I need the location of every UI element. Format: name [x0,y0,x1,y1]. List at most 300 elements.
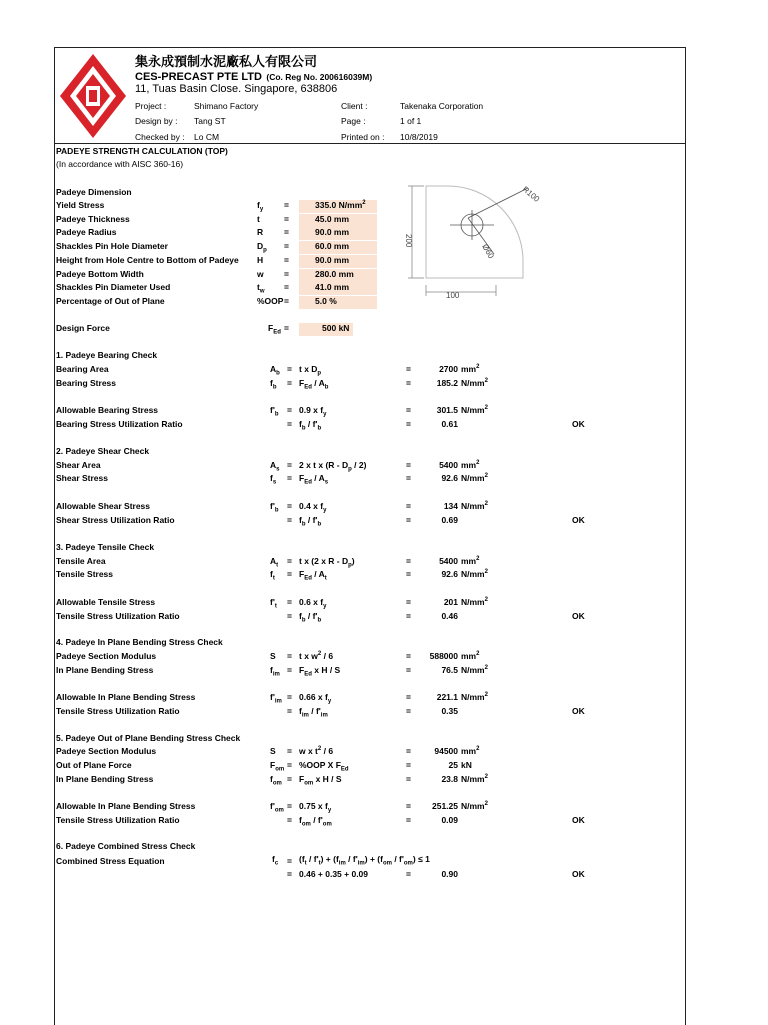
company-name-en: CES-PRECAST PTE LTD [135,71,262,83]
formula-sub: y [323,411,327,418]
formula-part: f [299,815,302,825]
project-value: Shimano Factory [194,101,259,111]
dimension-label: Shackles Pin Hole Diameter [56,241,168,252]
header-divider [54,143,685,144]
check-label: Allowable In Plane Bending Stress [56,692,196,702]
formula-sub: b [317,521,322,528]
check-symbol-sym: A [270,556,277,566]
check-symbol [270,460,279,473]
check-symbol-sym: S [270,746,276,756]
calculation-sheet [54,47,686,1025]
equals-sign: = [406,746,411,756]
dimension-number: 280.0 [315,268,337,279]
check-label: Shear Stress [56,473,108,483]
check-unit [461,405,488,415]
dimension-symbol-sub: w [259,288,265,295]
check-symbol-sub: om [274,807,284,814]
unit-text: N/mm [461,692,485,702]
equals-sign: = [406,405,411,415]
check-formula [299,364,321,377]
equals-sign: = [287,801,292,811]
design-force-symbol-sym: F [268,323,274,333]
formula-part: / f' [305,611,318,621]
check-unit [461,569,488,579]
equals-sign: = [287,706,292,716]
unit-text: mm [461,364,477,374]
equation-part: im [338,860,346,867]
check-symbol [270,801,284,814]
check-value: 5400 [439,460,458,470]
equals-sign: = [287,760,292,770]
equals-sign: = [284,227,289,238]
check-symbol-sub: b [274,411,279,418]
printed-value: 10/8/2019 [400,132,438,142]
dimension-unit: % [329,295,337,306]
check-label: Shear Stress Utilization Ratio [56,515,175,525]
dimension-number: 90.0 [315,254,332,265]
dimension-number: 60.0 [315,241,332,252]
unit-text: mm [461,651,477,661]
unit-text: N/mm [461,801,485,811]
check-symbol-sub: b [276,370,280,377]
check-symbol [270,692,282,705]
check-symbol-sub: im [272,671,280,678]
check-unit [461,801,488,811]
equation-part: ) ≤ 1 [412,854,430,864]
formula-part: / f' [305,419,318,429]
equals-sign: = [406,665,411,675]
dimension-symbol-sym: H [257,254,264,265]
check-symbol-sub: s [276,466,280,473]
formula-part: F [299,473,305,483]
check-value: 0.46 [441,611,458,621]
page-subtitle: (In accordance with AISC 360-16) [56,159,184,169]
unit-text: N/mm [461,378,485,388]
check-formula [299,774,342,787]
check-label: In Plane Bending Stress [56,774,154,784]
check-symbol-sub: b [272,384,277,391]
ok-status: OK [572,611,585,621]
dimension-number: 90.0 [315,227,332,238]
unit-text: N/mm [461,774,485,784]
formula-sub: b [317,425,322,432]
unit-text: N/mm [461,473,485,483]
combined-symbol-sub: c [274,860,279,867]
equals-sign: = [287,651,292,661]
equation-part: ) + (f [320,854,339,864]
unit-text: mm [461,556,477,566]
design-force-symbol [268,323,281,336]
equals-sign: = [287,774,292,784]
dimension-value [315,269,354,279]
unit-sup: 2 [476,556,480,563]
check-symbol-sym: f' [270,597,275,607]
equals-sign: = [284,213,289,224]
check-label: In Plane Bending Stress [56,665,154,675]
check-value: 201 [443,597,458,607]
dimension-label: Height from Hole Centre to Bottom of Padeye [56,254,239,265]
combined-label: Combined Stress Equation [56,856,165,866]
design-force-label: Design Force [56,323,110,333]
check-label: Tensile Area [56,556,106,566]
check-symbol [270,405,279,418]
equation-part: (f [299,854,305,864]
formula-part: x H / S [313,774,342,784]
dimension-unit: mm [338,268,354,279]
check-label: Padeye Section Modulus [56,746,157,756]
dim-200-label: 200 [404,234,413,248]
equals-sign: = [287,419,292,429]
check-symbol [270,774,282,787]
dimension-value [315,241,349,251]
equals-sign: = [406,869,411,879]
check-value: 0.61 [441,419,458,429]
unit-text: N/mm [461,569,485,579]
equals-sign: = [287,692,292,702]
check-symbol-sym: f' [270,405,275,415]
ok-status: OK [572,706,585,716]
formula-part: / 2) [351,460,367,470]
combined-value: 0.90 [441,869,458,879]
formula-sub: om [304,780,314,787]
equals-sign: = [284,200,289,210]
design-by-label: Design by : [135,116,178,126]
equation-part: / f' [345,854,358,864]
dim-100-label: 100 [446,291,460,300]
check-label: Allowable Bearing Stress [56,405,159,415]
check-unit [461,692,488,702]
check-symbol [270,746,276,756]
dimension-number: 41.0 [315,282,332,293]
equals-sign: = [284,282,289,293]
equals-sign: = [406,515,411,525]
equation-part: im [357,860,365,867]
check-symbol [270,556,278,569]
page-value: 1 of 1 [400,116,422,126]
design-by-value: Tang ST [194,116,226,126]
dimension-label: Percentage of Out of Plane [56,295,165,306]
combined-symbol [272,854,278,867]
unit-text: N/mm [461,665,485,675]
formula-part: / A [311,378,325,388]
check-formula [299,665,340,678]
check-label: Bearing Stress Utilization Ratio [56,419,183,429]
check-label: Padeye Section Modulus [56,651,157,661]
equation-part: om [403,860,413,867]
check-symbol-sub: im [274,698,282,705]
equals-sign: = [406,473,411,483]
check-label: Tensile Stress Utilization Ratio [56,706,180,716]
equals-sign: = [287,473,292,483]
formula-sub: im [320,712,328,719]
equals-sign: = [287,569,292,579]
formula-part: F [299,774,305,784]
equals-sign: = [406,419,411,429]
equals-sign: = [406,801,411,811]
check-label: Out of Plane Force [56,760,132,770]
ok-status: OK [572,419,585,429]
check-label: Allowable Tensile Stress [56,597,156,607]
dimension-symbol-sym: w [257,268,264,279]
check-unit [461,760,472,770]
check-formula [299,597,326,610]
ok-status: OK [572,515,585,525]
check-formula [299,473,328,486]
dimension-label: Padeye Radius [56,227,117,238]
r100-label: R100 [520,184,542,204]
dimension-value [315,227,349,237]
formula-part: / 6 [321,746,334,756]
dimension-unit: mm [333,213,350,224]
check-formula [299,706,328,719]
check-symbol-sub: om [275,766,285,773]
ok-status: OK [572,869,585,879]
check-label: Tensile Stress [56,569,114,579]
check-symbol-sub: t [272,575,275,582]
dimension-value [315,214,349,224]
dimension-value [315,296,337,306]
dimension-number: 335.0 [315,200,337,210]
equals-sign: = [287,597,292,607]
equals-sign: = [287,501,292,511]
inplane-heading: 4. Padeye In Plane Bending Stress Check [56,637,223,647]
dimension-symbol [257,269,264,279]
check-symbol [270,597,277,610]
unit-sup: 2 [484,801,488,808]
check-unit [461,774,488,784]
checked-by-value: Lo CM [194,132,220,142]
formula-part: / f' [308,706,321,716]
formula-sup: 2 [317,746,322,753]
input-cell [299,296,377,309]
formula-part: 0.9 x f [299,405,324,415]
formula-sub: p [348,466,352,473]
check-symbol-sub: t [274,603,277,610]
formula-sub: p [317,370,322,377]
check-formula [299,611,321,624]
check-unit [461,473,488,483]
formula-sub: om [301,821,311,828]
equals-sign: = [406,569,411,579]
dimension-symbol [257,255,263,265]
dimension-value [315,200,366,210]
check-unit [461,364,479,374]
dimension-number: 45.0 [315,213,332,224]
dimension-symbol-sym: t [257,213,260,224]
equals-sign: = [287,869,292,879]
unit-text: N/mm [461,501,485,511]
dimension-symbol [257,227,263,237]
page-label: Page : [341,116,366,126]
check-value: 134 [443,501,458,511]
check-formula [299,801,331,814]
dimension-heading: Padeye Dimension [56,187,132,197]
unit-sup: 2 [484,569,488,576]
shear-heading: 2. Padeye Shear Check [56,446,150,456]
equals-sign: = [406,692,411,702]
check-symbol-sym: f [270,473,273,483]
check-label: Allowable Shear Stress [56,501,151,511]
design-force-unit: kN [338,323,350,333]
dimension-symbol-sym: t [257,282,260,293]
dimension-label: Padeye Thickness [56,213,130,224]
unit-text: mm [461,460,477,470]
formula-sub: y [327,807,332,814]
dimension-symbol [257,282,265,295]
check-formula [299,419,321,432]
equation-part: om [382,860,392,867]
formula-sub: im [301,712,309,719]
equals-sign: = [406,706,411,716]
check-symbol-sym: f [270,665,273,675]
formula-part: t x w [299,651,318,661]
formula-part: F [299,665,305,675]
dimension-symbol [257,200,263,213]
unit-sup: 2 [484,665,488,672]
dimension-symbol [257,241,267,254]
dimension-symbol-sym: R [257,227,264,238]
equals-sign: = [406,611,411,621]
formula-part: F [299,569,305,579]
tensile-heading: 3. Padeye Tensile Check [56,542,155,552]
check-unit [461,460,479,470]
check-symbol-sub: b [274,507,279,514]
check-value: 23.8 [441,774,458,784]
check-label: Tensile Stress Utilization Ratio [56,611,180,621]
check-symbol [270,378,277,391]
formula-sub: Ed [304,575,312,582]
formula-sub: b [301,521,306,528]
check-formula [299,746,333,756]
formula-part: f [299,515,302,525]
check-symbol-sym: f [270,378,273,388]
equals-sign: = [287,515,292,525]
equals-sign: = [284,268,289,279]
dimension-value [315,282,349,292]
checked-by-label: Checked by : [135,132,185,142]
design-force-number: 500 [322,323,337,333]
dimension-symbol-sym: D [257,241,264,252]
formula-part: x H / S [311,665,341,675]
formula-part: f [299,419,302,429]
check-label: Tensile Stress Utilization Ratio [56,815,180,825]
dimension-symbol-sym: f [257,200,260,210]
equals-sign: = [287,856,292,866]
formula-part: / A [311,473,325,483]
bearing-heading: 1. Padeye Bearing Check [56,350,158,360]
formula-part: f [299,706,302,716]
check-label: Bearing Stress [56,378,116,388]
check-symbol-sym: A [270,460,277,470]
formula-part: 2 x t x (R - D [299,460,349,470]
formula-part: / A [311,569,325,579]
formula-sub: y [327,698,332,705]
printed-label: Printed on : [341,132,385,142]
outplane-heading: 5. Padeye Out of Plane Bending Stress Check [56,733,241,743]
formula-part: F [299,378,305,388]
check-value: 301.5 [436,405,458,415]
company-address: 11, Tuas Basin Close. Singapore, 638806 [135,83,338,95]
check-unit [461,378,488,388]
equals-sign: = [287,556,292,566]
unit-sup: 2 [476,746,480,753]
design-force-value [322,323,349,333]
page-title: PADEYE STRENGTH CALCULATION (TOP) [56,146,228,156]
check-formula [299,651,333,661]
formula-sub: b [301,425,306,432]
dimension-value [315,255,349,265]
check-symbol-sym: S [270,651,276,661]
combined-symbol-sym: f [272,854,275,864]
check-value: 94500 [434,746,458,756]
equals-sign: = [406,364,411,374]
formula-part: ) [351,556,355,566]
formula-sub: b [317,617,322,624]
equals-sign: = [406,378,411,388]
unit-sup: 2 [484,378,488,385]
dimension-symbol-sub: y [259,206,264,213]
client-label: Client : [341,101,368,111]
check-symbol-sym: f' [270,692,275,702]
check-value: 76.5 [441,665,458,675]
equation-part: / f' [306,854,319,864]
formula-sub: t [324,575,327,582]
formula-part: %OOP X F [299,760,341,770]
equals-sign: = [287,460,292,470]
check-symbol-sub: s [272,479,277,486]
check-formula [299,569,327,582]
dimension-unit: mm [333,254,350,265]
unit-sup: 2 [484,501,488,508]
formula-sub: Ed [340,766,349,773]
equals-sign: = [406,760,411,770]
check-value: 0.09 [441,815,458,825]
equals-sign: = [406,556,411,566]
check-symbol-sym: f [270,569,273,579]
check-value: 588000 [429,651,458,661]
dimension-unit: mm [333,227,350,238]
check-value: 0.69 [441,515,458,525]
project-label: Project : [135,101,167,111]
formula-part: 0.66 x f [299,692,328,702]
formula-sup: 2 [317,651,322,658]
check-symbol [270,364,280,377]
check-formula [299,515,321,528]
check-symbol-sym: f [270,774,273,784]
equation-part: t [304,860,307,867]
check-symbol-sym: f' [270,501,275,511]
check-value: 2700 [439,364,458,374]
check-value: 92.6 [441,473,458,483]
check-value: 5400 [439,556,458,566]
dimension-unit: N/mm [338,200,363,210]
dimension-symbol-sym: %OOP [257,295,284,306]
equals-sign: = [287,611,292,621]
equals-sign: = [284,241,289,252]
padeye-drawing [398,178,558,303]
dimension-unit-sup: 2 [362,200,366,207]
unit-sup: 2 [476,651,480,658]
formula-part: 0.4 x f [299,501,324,511]
dimension-symbol-sub: p [263,247,267,254]
check-value: 25 [448,760,458,770]
formula-part: / 6 [321,651,334,661]
formula-sub: y [323,603,327,610]
equals-sign: = [284,323,289,333]
client-value: Takenaka Corporation [400,101,484,111]
check-symbol-sym: F [270,760,276,770]
unit-sup: 2 [484,405,488,412]
